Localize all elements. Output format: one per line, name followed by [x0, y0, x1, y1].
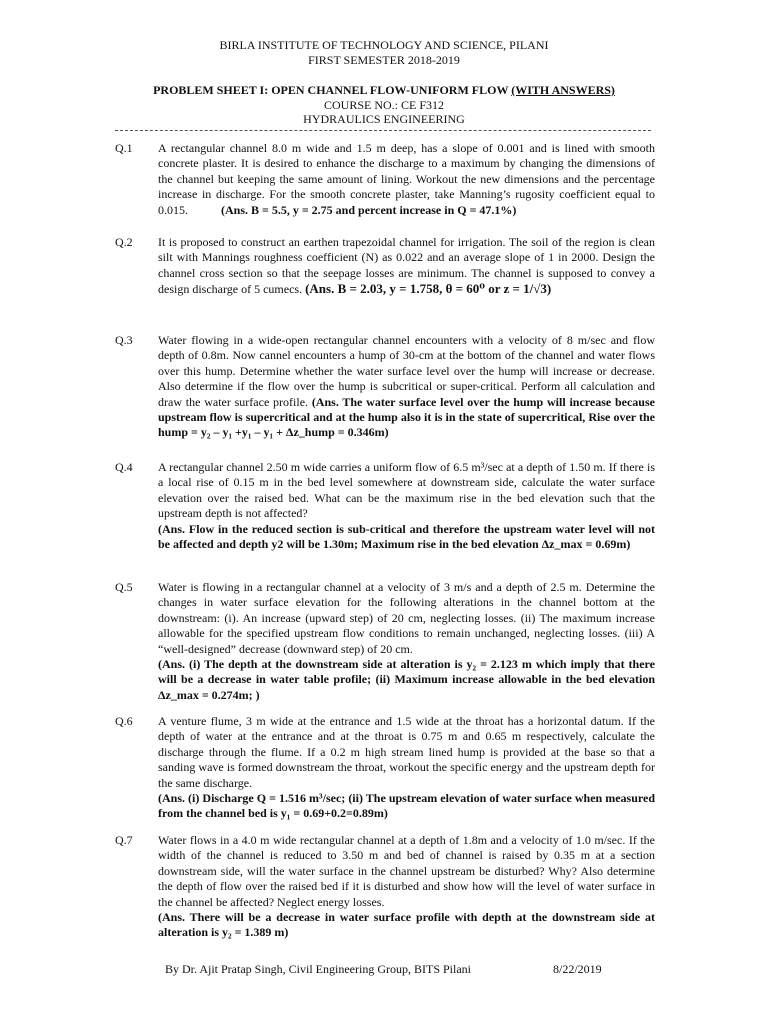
answer-text: (Ans. (i) The depth at the downstream side at alteration is y₂ = 2.123 m which imply that there will be a decrease in water table profile; (ii) Maximum increase allowable in the bed elevation Δz_max = 0.274m; ): [158, 657, 655, 702]
answer-text: (Ans. B = 5.5, y = 2.75 and percent increase in Q = 47.1%): [221, 202, 517, 217]
question-5: [115, 580, 655, 703]
question-2: [115, 235, 655, 298]
answer-text: (Ans. Flow in the reduced section is sub-critical and therefore the upstream water level will not be affected and depth y2 will be 1.30m; Maximum rise in the bed elevation Δz_max = 0.69m): [158, 521, 655, 552]
question-text: It is proposed to construct an earthen trapezoidal channel for irrigation. The soil of the region is clean silt with Mannings roughness coefficient (N) as 0.022 and an average slope of 1 in 2000. Design the channel cross section so that the seepage losses are minimum. The channel is supposed to convey a design discharge of 5 cumecs.: [158, 235, 655, 297]
dashed-separator: [115, 130, 651, 132]
question-text: A rectangular channel 2.50 m wide carries a uniform flow of 6.5 m³/sec at a depth of 1.50 m. If there is a local rise of 0.15 m in the bed level somewhere at downstream side, calculate the water surface elevation over the raised bed. What can be the maximum rise in the bed elevation such that the upstream depth is not affected?: [158, 460, 655, 521]
answer-text: (Ans. B = 2.03, y = 1.758, θ = 60⁰ or z = 1/√3): [305, 281, 552, 297]
sheet-title-underlined: (WITH ANSWERS): [511, 83, 615, 97]
course-number: COURSE NO.: CE F312: [323, 98, 445, 112]
question-4: [115, 460, 655, 552]
answer-text: (Ans. The water surface level over the hump will increase because upstream flow is supercritical and at the hump also it is in the state of supercritical, Rise over the hump = y₂ – y₁ +y₁ – y₁ + Δz_hump = 0.346m): [158, 394, 655, 440]
footer-author: By Dr. Ajit Pratap Singh, Civil Engineering Group, BITS Pilani: [165, 962, 471, 976]
answer-text: (Ans. There will be a decrease in water surface profile with depth at the downstream side at alteration is y₂ = 1.389 m): [158, 910, 655, 940]
question-number: Q.6: [115, 714, 133, 728]
question-6: [115, 714, 655, 822]
question-number: Q.1: [115, 141, 133, 155]
question-text: A rectangular channel 8.0 m wide and 1.5 m deep, has a slope of 0.001 and is lined with smooth concrete plaster. It is desired to enhance the discharge to a maximum by changing the dimensions of the channel but keeping the same amount of lining. Workout the new dimensions and the percentage increase in discharge. For the smooth concrete plaster, take Manning’s rugosity coefficient equal to 0.015.: [158, 141, 655, 217]
question-1: [115, 141, 655, 218]
sheet-title: [0, 83, 768, 98]
question-number: Q.7: [115, 833, 133, 847]
semester-line: FIRST SEMESTER 2018-2019: [308, 53, 460, 67]
course-name: HYDRAULICS ENGINEERING: [303, 112, 465, 126]
question-7: [115, 833, 655, 941]
question-number: Q.5: [115, 580, 133, 594]
question-text: Water flowing in a wide-open rectangular channel encounters with a velocity of 8 m/sec and flow depth of 0.8m. Now cannel encounters a hump of 30-cm at the bottom of the channel and water flows over this hump. Determine whether the water surface level over the hump will increase or decrease. Also determine if the flow over the hump is subcritical or super-critical. Perform all calculation and draw the water surface profile.: [158, 333, 655, 409]
question-text: A venture flume, 3 m wide at the entrance and 1.5 wide at the throat has a horizontal datum. If the depth of water at the entrance and at the throat is 0.75 m and 0.65 m respectively, calculate the discharge through the flume. If a 0.2 m high stream lined hump is provided at the base so that a sanding wave is formed downstream the throat, workout the specific energy and the upstream depth for the same discharge.: [158, 714, 655, 790]
question-text: Water is flowing in a rectangular channel at a velocity of 3 m/s and a depth of 2.5 m. Determine the changes in water surface elevation for the following alterations in the channel bottom at the downstream: (i). An increase (upward step) of 20 cm, neglecting losses. (ii) The maximum increase allowable for the specified upstream flow conditions to remain unchanged, neglecting losses. (iii) A “well-designed” decrease (downward step) of 20 cm.: [158, 580, 655, 656]
footer-date: 8/22/2019: [553, 962, 602, 976]
sheet-title-main: PROBLEM SHEET I: OPEN CHANNEL FLOW-UNIFORM FLOW: [153, 83, 512, 97]
question-text: Water flows in a 4.0 m wide rectangular channel at a depth of 1.8m and a velocity of 1.0 m/sec. If the width of the channel is reduced to 3.50 m and bed of channel is raised by 0.35 m at a section downstream side, will the water surface in the channel upstream be disturbed? Why? Also determine the depth of flow over the raised bed if it is disturbed and show how will the level of water surface in the channel be affected? Neglect energy losses.: [158, 833, 655, 909]
answer-text: (Ans. (i) Discharge Q = 1.516 m³/sec; (ii) The upstream elevation of water surface when measured from the channel bed is y₁ = 0.69+0.2=0.89m): [158, 791, 655, 821]
question-number: Q.3: [115, 333, 133, 347]
question-number: Q.4: [115, 460, 133, 474]
question-3: [115, 333, 655, 441]
institute-name: BIRLA INSTITUTE OF TECHNOLOGY AND SCIENCE, PILANI: [219, 38, 549, 52]
question-number: Q.2: [115, 235, 133, 249]
